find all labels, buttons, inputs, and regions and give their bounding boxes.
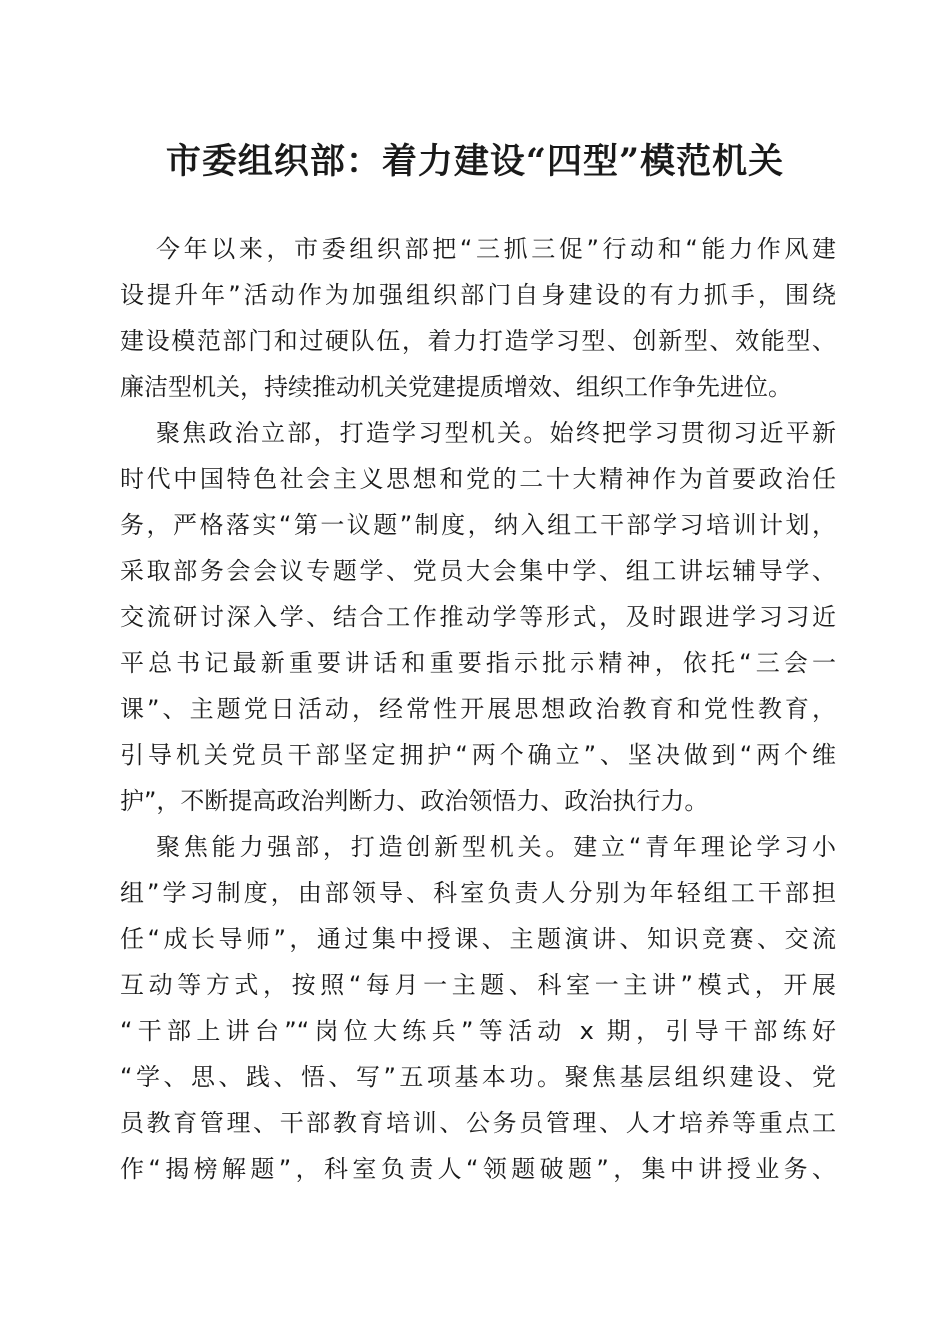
text-line: 廉洁型机关，持续推动机关党建提质增效、组织工作争先进位。 — [120, 373, 792, 401]
text-line: 互动等方式，按照“每月一主题、科室一主讲”模式，开展 — [120, 971, 836, 999]
text-line: 采取部务会会议专题学、党员大会集中学、组工讲坛辅导学、 — [120, 557, 836, 585]
text-line: 护”，不断提高政治判断力、政治领悟力、政治执行力。 — [120, 787, 709, 815]
text-line: 设提升年”活动作为加强组织部门自身建设的有力抓手，围绕 — [120, 281, 836, 309]
text-line: 务，严格落实“第一议题”制度，纳入组工干部学习培训计划， — [120, 511, 836, 539]
text-line: 组”学习制度，由部领导、科室负责人分别为年轻组工干部担 — [120, 879, 836, 907]
text-line: 课”、主题党日活动，经常性开展思想政治教育和党性教育， — [120, 695, 836, 723]
text-line: “干部上讲台”“岗位大练兵”等活动 x 期，引导干部练好 — [120, 1017, 836, 1045]
text-line: “学、思、践、悟、写”五项基本功。聚焦基层组织建设、党 — [120, 1063, 836, 1091]
text-line: 今年以来，市委组织部把“三抓三促”行动和“能力作风建 — [156, 235, 836, 263]
document-title: 市委组织部：着力建设“四型”模范机关 — [165, 141, 785, 182]
text-line: 聚焦政治立部，打造学习型机关。始终把学习贯彻习近平新 — [156, 419, 836, 447]
text-line: 平总书记最新重要讲话和重要指示批示精神，依托“三会一 — [120, 649, 836, 677]
text-line: 建设模范部门和过硬队伍，着力打造学习型、创新型、效能型、 — [120, 327, 836, 355]
text-line: 时代中国特色社会主义思想和党的二十大精神作为首要政治任 — [120, 465, 836, 493]
text-line: 聚焦能力强部，打造创新型机关。建立“青年理论学习小 — [156, 833, 836, 861]
text-line: 员教育管理、干部教育培训、公务员管理、人才培养等重点工 — [120, 1109, 836, 1137]
text-line: 交流研讨深入学、结合工作推动学等形式，及时跟进学习习近 — [120, 603, 836, 631]
text-line: 引导机关党员干部坚定拥护“两个确立”、坚决做到“两个维 — [120, 741, 836, 769]
text-line: 作“揭榜解题”，科室负责人“领题破题”，集中讲授业务、 — [120, 1155, 836, 1183]
text-line: 任“成长导师”，通过集中授课、主题演讲、知识竞赛、交流 — [120, 925, 836, 953]
